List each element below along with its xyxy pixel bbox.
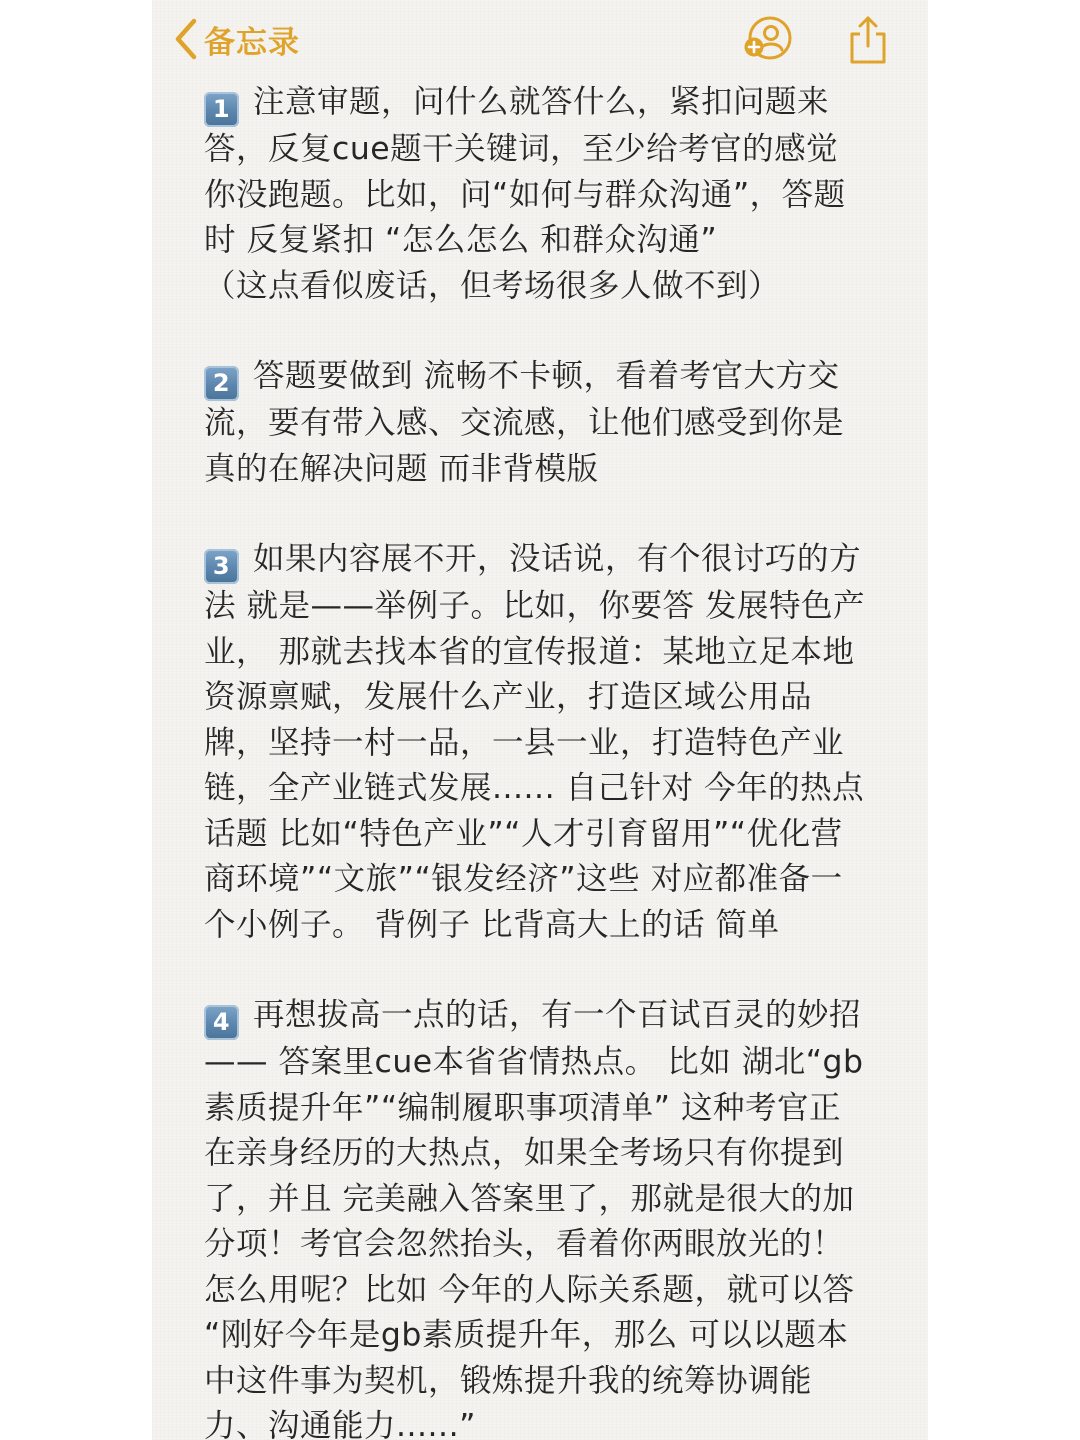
note-line: （这点看似废话，但考场很多人做不到） [204,267,781,304]
note-line: 时 反复紧扣 “怎么怎么 和群众沟通” [204,222,718,258]
note-line: 中这件事为契机，锻炼提升我的统筹协调能 [204,1362,813,1399]
note-line: 商环境”“文旅”“银发经济”这些 对应都准备一 [204,861,843,897]
note-line: 话题 比如“特色产业”“人才引育留用”“优化营 [204,815,843,852]
keycap-number-1-icon: 1 [204,92,239,127]
back-button[interactable] [174,14,300,64]
blank-line [204,492,884,537]
note-line: 流，要有带入感、交流感，让他们感受到你是 [204,405,845,441]
note-line: —— 答案里cue本省省情热点。 比如 湖北“gb [204,1044,864,1080]
add-person-icon[interactable] [742,14,794,66]
note-paragraph-1 [204,80,884,309]
keycap-number-3-icon: 3 [204,549,239,584]
note-line: 业， 那就去找本省的宣传报道：某地立足本地 [204,633,855,670]
note-line: 答，反复cue题干关键词，至少给考官的感觉 [204,131,839,167]
blank-line [204,948,884,993]
blank-line [204,309,884,354]
keycap-number-2-icon: 2 [204,366,239,401]
note-paragraph-3 [204,537,884,948]
note-line: 牌，坚持一村一品，一县一业，打造特色产业 [204,724,845,761]
note-line: 素质提升年”“编制履职事项清单” 这种考官正 [204,1089,841,1126]
note-body[interactable] [204,80,884,1440]
back-button-label: 备忘录 [204,24,300,61]
note-line: 3 如果内容展不开，没话说，有个很讨巧的方 [204,537,884,584]
navigation-bar [152,0,928,80]
note-line: 2 答题要做到 流畅不卡顿，看着考官大方交 [204,354,884,401]
note-line: 分项！考官会忽然抬头，看着你两眼放光的！ [204,1226,845,1262]
note-line: 个小例子。 背例子 比背高大上的话 简单 [204,906,780,943]
note-line: 1 注意审题，问什么就答什么，紧扣问题来 [204,80,884,127]
keycap-number-4-icon: 4 [204,1005,239,1040]
note-line: 链，全产业链式发展...... 自己针对 今年的热点 [204,770,865,806]
note-line: 资源禀赋，发展什么产业，打造区域公用品 [204,679,813,715]
note-line: 力、沟通能力......” [204,1408,476,1440]
note-line: 你没跑题。比如，问“如何与群众沟通”，答题 [204,176,846,213]
note-line: 在亲身经历的大热点，如果全考场只有你提到 [204,1135,845,1171]
note-line: 4 再想拔高一点的话，有一个百试百灵的妙招 [204,993,884,1040]
note-line: 法 就是——举例子。比如，你要答 发展特色产 [204,588,866,624]
note-paragraph-4 [204,993,884,1440]
note-line: 了，并且 完美融入答案里了，那就是很大的加 [204,1180,855,1217]
note-paragraph-2 [204,354,884,492]
note-line: 真的在解决问题 而非背模版 [204,450,599,487]
note-line: 怎么用呢？比如 今年的人际关系题，就可以答 [204,1271,855,1308]
chevron-left-icon [174,18,198,60]
note-line: “刚好今年是gb素质提升年，那么 可以以题本 [204,1317,849,1353]
share-icon[interactable] [842,14,894,66]
notes-app-screen [152,0,928,1440]
